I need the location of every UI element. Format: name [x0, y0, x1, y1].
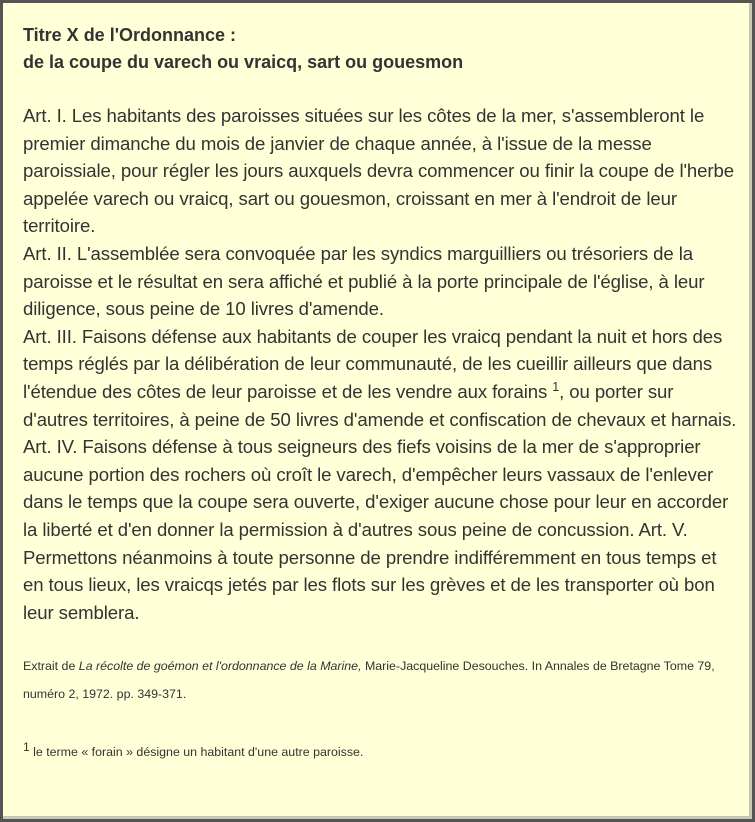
document-content	[23, 22, 738, 762]
document-title	[23, 22, 738, 76]
ordinance-articles	[23, 102, 738, 626]
citation-work-title: La récolte de goémon et l'ordonnance de la Marine,	[78, 659, 362, 674]
article-3	[23, 323, 738, 433]
article-3-text-before: Art. III. Faisons défense aux habitants de couper les vraicq pendant la nuit et hors des temps réglés par la délibération de leur communauté, de les cueillir ailleurs que dans l'étendue des côtes de leur paroisse et de les vendre aux forains	[23, 325, 723, 402]
title-line-2: de la coupe du varech ou vraicq, sart ou gouesmon	[23, 52, 464, 72]
footnote-text: le terme « forain » désigne un habitant d'une autre paroisse.	[29, 745, 364, 760]
article-2: Art. II. L'assemblée sera convoquée par les syndics marguilliers ou trésoriers de la paroisse et le résultat en sera affiché et publié à la porte principale de l'église, à leur diligence, sous peine de 10 livres d'amende.	[23, 242, 705, 320]
citation-prefix: Extrait de	[23, 659, 79, 674]
article-3-text-after: , ou porter sur d'autres territoires, à peine de 50 livres d'amende et confiscation de chevaux et harnais.	[23, 380, 737, 430]
footnote-marker: 1	[23, 740, 30, 755]
footnote-reference: 1	[552, 379, 560, 394]
footnote	[23, 742, 738, 762]
article-1: Art. I. Les habitants des paroisses situées sur les côtes de la mer, s'assembleront le premier dimanche du mois de janvier de chaque année, à l'issue de la messe paroissiale, pour régler les jours auxquels devra commencer ou finir la coupe de l'herbe appelée varech ou vraicq, sart ou gouesmon, croissant en mer à l'endroit de leur territoire.	[23, 105, 734, 237]
citation-details: Marie-Jacqueline Desouches. In Annales de Bretagne Tome 79, numéro 2, 1972. pp. 349-371.	[23, 659, 715, 702]
title-line-1: Titre X de l'Ordonnance :	[23, 25, 236, 45]
article-4-and-5: Art. IV. Faisons défense à tous seigneurs des fiefs voisins de la mer de s'approprier aucune portion des rochers où croît le varech, d'empêcher leurs vassaux de l'enlever dans le temps que la coupe sera ouverte, d'exiger aucune chose pour leur en accorder la liberté et d'en donner la permission à d'autres sous peine de concussion. Art. V. Permettons néanmoins à toute personne de prendre indifféremment en tous temps et en tous lieux, les vraicqs jetés par les flots sur les grèves et de les transporter où bon leur semblera.	[23, 436, 729, 623]
source-citation	[23, 652, 738, 708]
